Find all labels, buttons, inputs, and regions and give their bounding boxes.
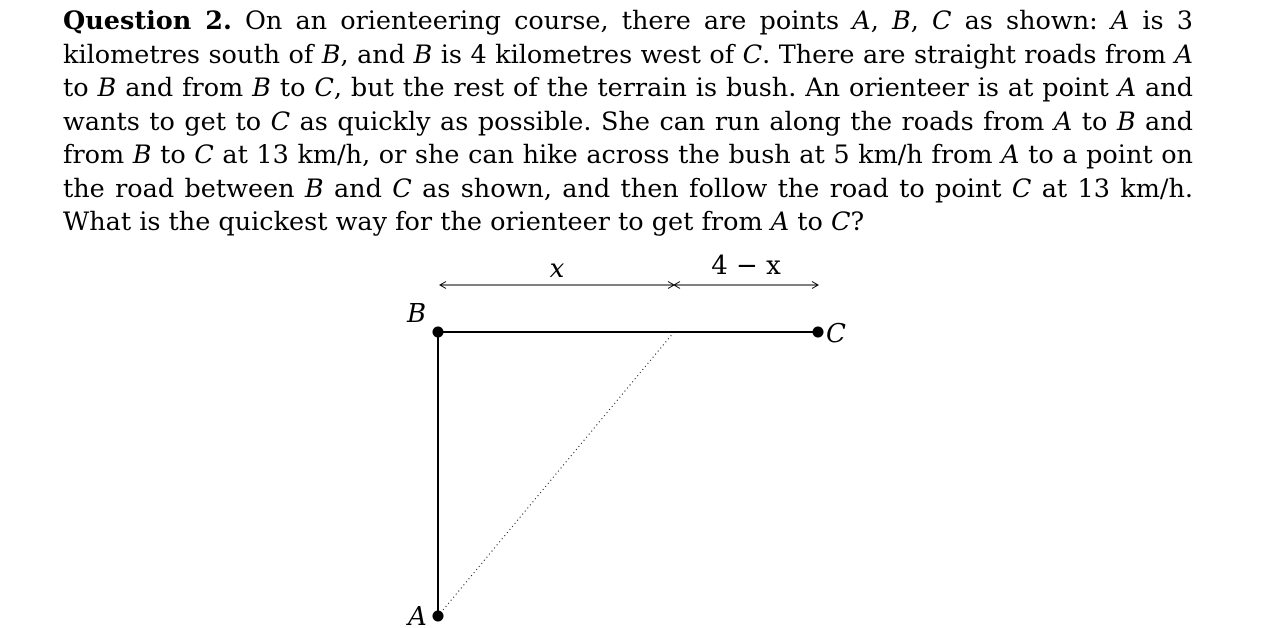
text-segment: . There are straight roads from	[762, 39, 1175, 70]
text-segment: to	[270, 73, 315, 103]
text-segment: at 13 km/h, or she can hike across the bush at 5 km/h from	[213, 140, 1002, 170]
text-segment: ,	[870, 6, 892, 36]
var-A: A	[1117, 73, 1137, 103]
text-segment: and from	[63, 106, 1194, 170]
text-segment: and wants to get to	[63, 73, 1193, 137]
var-A: A	[1001, 140, 1020, 170]
dimension-arrow-4-minus-x	[674, 282, 818, 289]
point-B-label: B	[407, 299, 427, 329]
var-B: B	[252, 73, 271, 103]
var-B: B	[891, 6, 911, 36]
var-C: C	[742, 39, 763, 70]
text-segment: as shown, and then follow the road to point	[411, 173, 1012, 204]
var-C: C	[1011, 173, 1032, 204]
text-segment: to	[63, 73, 98, 103]
text-segment: is 3 kilometres south of	[63, 6, 1193, 70]
point-C-dot	[813, 327, 824, 338]
text-segment: to	[1072, 106, 1117, 137]
text-segment: and from	[116, 73, 253, 103]
var-C: C	[314, 73, 334, 103]
label-4-minus-x: 4 − x	[711, 251, 781, 281]
text-segment: ,	[910, 6, 932, 36]
question-label: Question 2.	[63, 6, 232, 36]
text-segment: On an orienteering course, there are points	[231, 6, 853, 36]
text-segment: at 13 km/h. What is the quickest way for the orienteer to get from	[63, 173, 1194, 237]
text-segment: to a point on the road between	[63, 140, 1193, 204]
var-C: C	[194, 140, 214, 170]
var-A: A	[852, 6, 871, 36]
var-B: B	[304, 173, 324, 204]
var-C: C	[392, 173, 412, 204]
var-B: B	[97, 73, 117, 103]
var-C: C	[931, 6, 952, 36]
point-A-label: A	[408, 602, 427, 628]
text-segment: and	[323, 173, 393, 204]
var-B: B	[132, 140, 152, 170]
text-segment: , and	[340, 39, 414, 70]
var-A: A	[1053, 106, 1073, 137]
text-segment: as shown:	[951, 6, 1111, 36]
text-segment: , but the rest of the terrain is bush. An orienteer is at point	[333, 73, 1118, 103]
text-segment: to	[151, 140, 195, 170]
var-A: A	[770, 207, 790, 237]
text-segment: is 4 kilometres west of	[432, 39, 743, 70]
text-segment: ?	[850, 207, 865, 237]
point-C-label: C	[826, 319, 846, 349]
bush-path	[438, 332, 674, 616]
text-segment: as quickly as possible. She can run along the roads from	[290, 106, 1054, 137]
point-A-dot	[433, 611, 444, 622]
text-segment: to	[789, 207, 831, 237]
point-B-dot	[433, 327, 444, 338]
var-B: B	[413, 39, 433, 70]
var-B: B	[1116, 106, 1136, 137]
var-C: C	[270, 106, 291, 137]
var-B: B	[321, 39, 341, 70]
var-A: A	[1174, 39, 1193, 70]
var-C: C	[830, 207, 851, 237]
var-A: A	[1110, 6, 1130, 36]
label-x: x	[549, 254, 565, 284]
